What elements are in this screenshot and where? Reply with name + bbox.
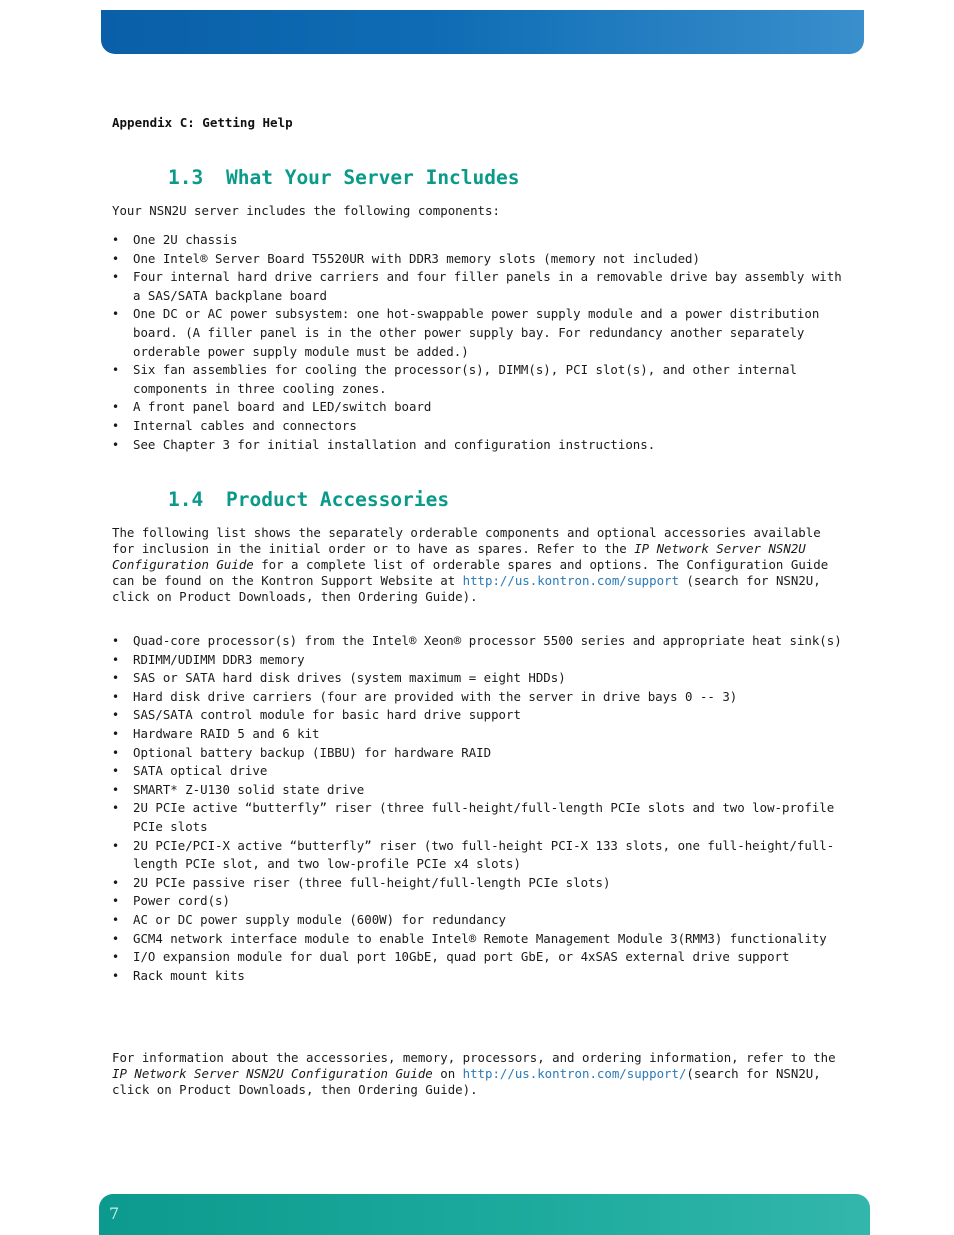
list-item: • Hardware RAID 5 and 6 kit	[112, 725, 842, 744]
list-item: • GCM4 network interface module to enable Intel® Remote Management Module 3(RMM3) functionality	[112, 930, 842, 949]
list-item: • 2U PCIe/PCI-X active “butterfly” riser (two full-height PCI-X 133 slots, one full-height/full-length PCIe slot, and two low-profile PCIe x4 slots)	[112, 837, 842, 874]
guide-title: IP Network Server NSN2U Configuration Guide	[112, 1066, 433, 1081]
outro-text: (search for NSN2U, click on Product Downloads, then Ordering Guide).	[112, 1066, 821, 1097]
footer-band	[99, 1194, 870, 1235]
list-item: • Power cord(s)	[112, 892, 842, 911]
list-item: • SAS/SATA control module for basic hard drive support	[112, 706, 842, 725]
list-item: • AC or DC power supply module (600W) for redundancy	[112, 911, 842, 930]
accessories-list	[112, 632, 842, 985]
outro-text: on	[432, 1066, 463, 1081]
list-item: • 2U PCIe active “butterfly” riser (three full-height/full-length PCIe slots and two low-profile PCIe slots	[112, 799, 842, 836]
support-link[interactable]: http://us.kontron.com/support	[462, 573, 679, 588]
section-title: Product Accessories	[226, 488, 450, 511]
support-link[interactable]: http://us.kontron.com/support/	[462, 1066, 687, 1081]
section-heading-1-3	[168, 166, 520, 189]
intro-text: (search for NSN2U, click on Product Downloads, then Ordering Guide).	[112, 573, 821, 604]
list-item: • SATA optical drive	[112, 762, 842, 781]
list-item: • Quad-core processor(s) from the Intel® Xeon® processor 5500 series and appropriate heat sink(s)	[112, 632, 842, 651]
list-item: • A front panel board and LED/switch board	[112, 398, 842, 417]
section-number: 1.3	[168, 166, 204, 189]
list-item: • Rack mount kits	[112, 967, 842, 986]
section-title: What Your Server Includes	[226, 166, 520, 189]
guide-title: IP Network Server NSN2U Configuration Guide	[112, 541, 806, 572]
list-item: • Four internal hard drive carriers and four filler panels in a removable drive bay assembly with a SAS/SATA backplane board	[112, 268, 842, 305]
section-heading-1-4	[168, 488, 449, 511]
section-number: 1.4	[168, 488, 204, 511]
intro-text: for a complete list of orderable spares and options. The Configuration Guide can be found on the Kontron Support Website at	[112, 557, 829, 588]
intro-text: The following list shows the separately orderable components and optional accessories available for inclusion in the initial order or to have as spares. Refer to the	[112, 525, 821, 556]
page-number: 7	[109, 1204, 120, 1223]
list-item: • I/O expansion module for dual port 10GbE, quad port GbE, or 4xSAS external drive support	[112, 948, 842, 967]
list-item: • Hard disk drive carriers (four are provided with the server in drive bays 0 -- 3)	[112, 688, 842, 707]
section-intro: Your NSN2U server includes the following components:	[112, 203, 500, 218]
list-item: • One 2U chassis	[112, 231, 842, 250]
accessories-intro	[112, 525, 842, 605]
components-list	[112, 231, 842, 454]
list-item: • 2U PCIe passive riser (three full-height/full-length PCIe slots)	[112, 874, 842, 893]
list-item: • RDIMM/UDIMM DDR3 memory	[112, 651, 842, 670]
list-item: • One DC or AC power subsystem: one hot-swappable power supply module and a power distribution board. (A filler panel is in the other power supply bay. For redundancy another separately orderable power supply module must be added.)	[112, 305, 842, 361]
running-header: Appendix C: Getting Help	[112, 115, 293, 130]
list-item: • SAS or SATA hard disk drives (system maximum = eight HDDs)	[112, 669, 842, 688]
list-item: • See Chapter 3 for initial installation and configuration instructions.	[112, 436, 842, 455]
list-item: • Internal cables and connectors	[112, 417, 842, 436]
list-item: • One Intel® Server Board T5520UR with DDR3 memory slots (memory not included)	[112, 250, 842, 269]
outro-text: For information about the accessories, memory, processors, and ordering information, refer to the	[112, 1050, 836, 1065]
list-item: • SMART* Z-U130 solid state drive	[112, 781, 842, 800]
list-item: • Six fan assemblies for cooling the processor(s), DIMM(s), PCI slot(s), and other internal components in three cooling zones.	[112, 361, 842, 398]
accessories-outro	[112, 1050, 842, 1098]
header-band	[101, 10, 864, 54]
list-item: • Optional battery backup (IBBU) for hardware RAID	[112, 744, 842, 763]
